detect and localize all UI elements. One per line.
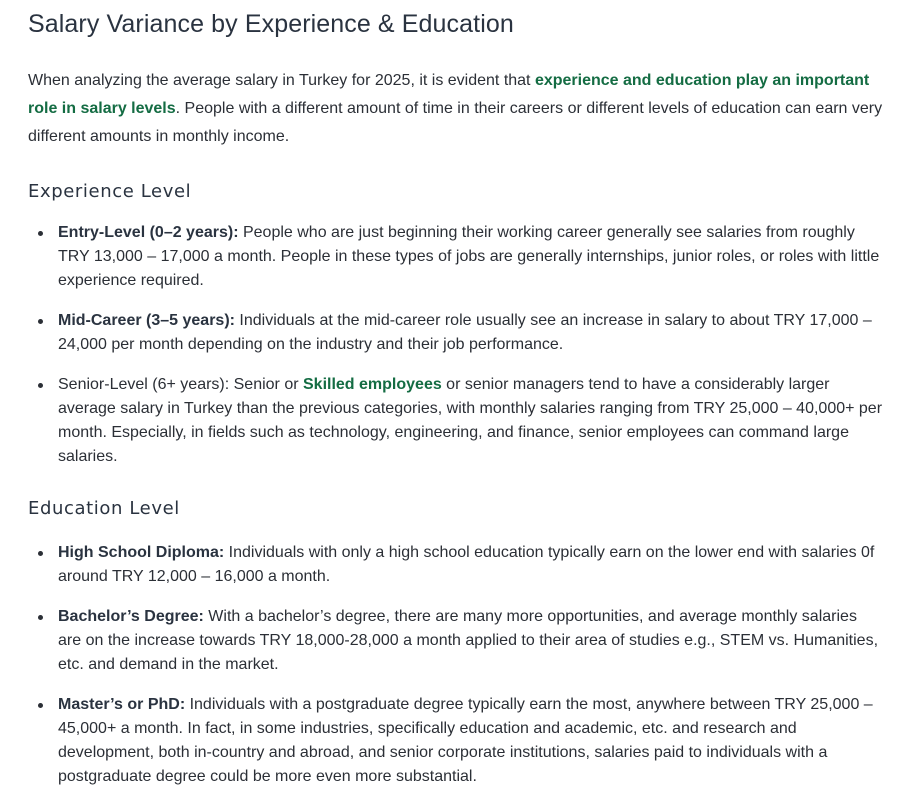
item-text-after: or senior managers tend to have a considerably larger average salary in Turkey than the previous categories, with monthly salaries ranging from TRY 25,000 – 40,000+ per month. Especially, in fields such as technology, engineering, and finance, senior employees can command large salaries. (58, 376, 883, 465)
education-list (28, 541, 883, 789)
bullet-icon (38, 383, 43, 388)
item-text-before: Senior-Level (6+ years): Senior or (58, 376, 303, 393)
bullet-icon (38, 615, 43, 620)
experience-level-heading: Experience Level (28, 181, 192, 202)
bullet-icon (38, 319, 43, 324)
education-level-heading: Education Level (28, 498, 180, 519)
list-item-entry-level (28, 221, 883, 293)
bullet-icon (38, 551, 43, 556)
item-text: Individuals with only a high school education typically earn on the lower end with salaries 0f around TRY 12,000 – 16,000 a month. (58, 544, 875, 585)
bullet-icon (38, 703, 43, 708)
item-text: Individuals at the mid-career role usually see an increase in salary to about TRY 17,000 – 24,000 per month depending on the industry and their job performance. (58, 312, 872, 353)
item-term: Mid-Career (3–5 years): (58, 312, 235, 329)
item-text: With a bachelor’s degree, there are many more opportunities, and average monthly salaries are on the increase towards TRY 18,000-28,000 a month applied to their area of studies e.g., STEM vs. Humanities, etc. and demand in the market. (58, 608, 879, 673)
item-term: High School Diploma: (58, 544, 225, 561)
list-item-mid-career (28, 309, 883, 357)
intro-text-before: When analyzing the average salary in Turkey for 2025, it is evident that (28, 72, 535, 89)
intro-highlight-text: experience and education play an important role in salary levels (28, 72, 870, 117)
item-text: People who are just beginning their working career generally see salaries from roughly TRY 13,000 – 17,000 a month. People in these types of jobs are generally internships, junior roles, or roles with little experience required. (58, 224, 880, 289)
item-term: Master’s or PhD: (58, 696, 186, 713)
list-item-high-school (28, 541, 883, 589)
intro-text-after: . People with a different amount of time in their careers or different levels of education can earn very different amounts in monthly income. (28, 100, 883, 145)
item-text: Individuals with a postgraduate degree typically earn the most, anywhere between TRY 25,000 – 45,000+ a month. In fact, in some industries, specifically education and academic, etc. and research and development, both in-country and abroad, and senior corporate institutions, salaries paid to individuals with a postgraduate degree could be more even more substantial. (58, 696, 873, 785)
list-item-bachelors (28, 605, 883, 677)
bullet-icon (38, 231, 43, 236)
intro-paragraph (28, 67, 883, 151)
list-item-senior-level (28, 373, 883, 469)
experience-list (28, 221, 883, 469)
page-title: Salary Variance by Experience & Education (28, 10, 514, 38)
skilled-employees-link[interactable]: Skilled employees (303, 376, 442, 393)
list-item-masters-phd (28, 693, 883, 789)
item-term: Entry-Level (0–2 years): (58, 224, 239, 241)
item-term: Bachelor’s Degree: (58, 608, 204, 625)
